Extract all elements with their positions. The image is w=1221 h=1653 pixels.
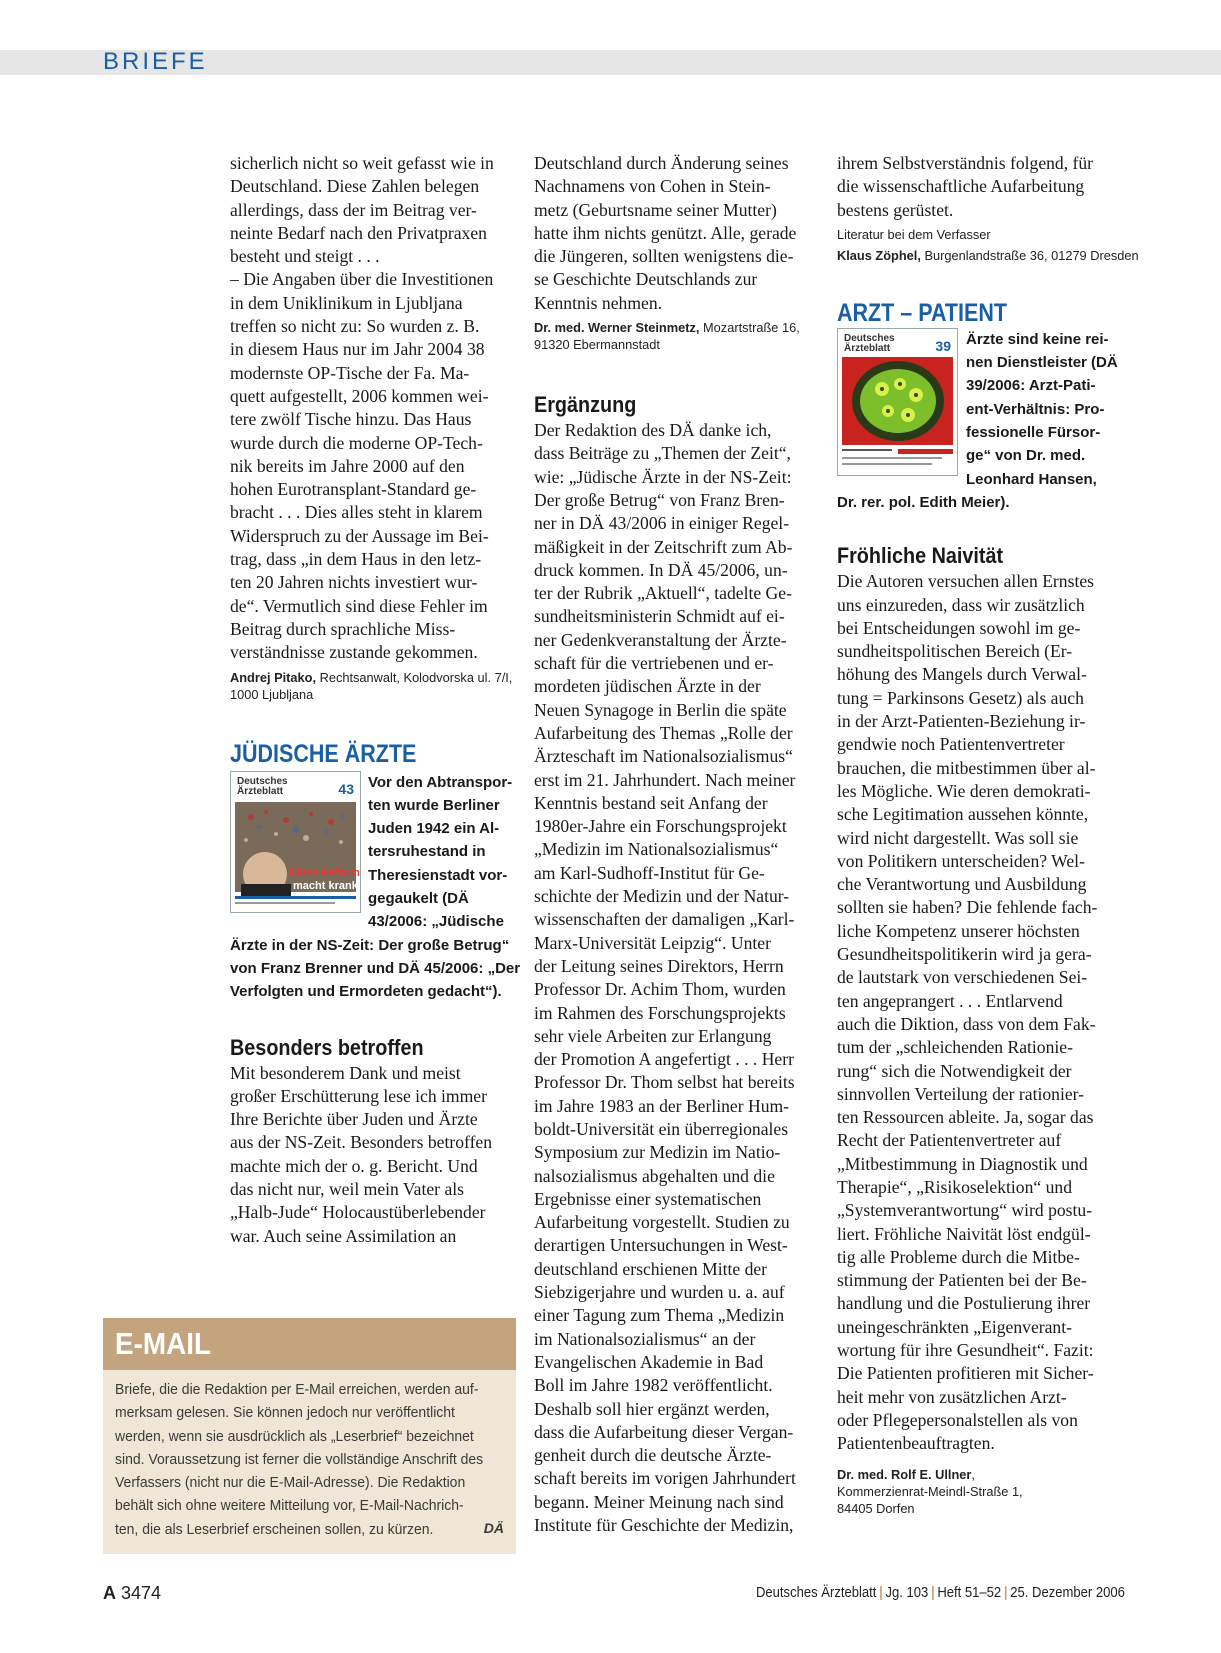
text-line: handlung und die Postulierung ihrer bbox=[837, 1293, 1091, 1314]
text-line: 43/2006: „Jüdische bbox=[368, 913, 504, 931]
text-line: boldt-Universität ein überregionales bbox=[534, 1118, 789, 1139]
text-line: dass die Aufarbeitung dieser Vergan- bbox=[534, 1421, 794, 1442]
letter-signature bbox=[230, 669, 520, 703]
magazine-cover-43 bbox=[230, 771, 361, 913]
text-line: mordeten jüdischen Ärzte in der bbox=[534, 676, 761, 697]
text-line: neinte Bedarf nach den Privatpraxen bbox=[230, 222, 487, 243]
text-line: „Mitbestimmung in Diagnostik und bbox=[837, 1153, 1088, 1174]
text-line: wissenschaften der damaligen „Karl- bbox=[534, 909, 795, 930]
text-line: „Medizin im Nationalsozialismus“ bbox=[534, 839, 779, 860]
text-line: im Jahre 1983 an der Berliner Hum- bbox=[534, 1095, 790, 1116]
article-lead-full bbox=[837, 491, 1127, 514]
text-line: die Jüngeren, sollten wenigstens die- bbox=[534, 246, 794, 267]
author-city: 84405 Dorfen bbox=[837, 1500, 915, 1516]
text-line: von Franz Brenner und DÄ 45/2006: „Der bbox=[230, 959, 521, 977]
text-line: nalsozialismus abgehalten und die bbox=[534, 1165, 775, 1186]
text-line: tung = Parkinsons Gesetz) als auch bbox=[837, 687, 1084, 708]
text-line: Mit besonderem Dank und meist bbox=[230, 1062, 461, 1083]
text-line: rung“ sich die Notwendigkeit der bbox=[837, 1060, 1072, 1081]
text-line: genheit durch die deutsche Ärzte- bbox=[534, 1445, 772, 1466]
text-line: Evangelischen Akademie in Bad bbox=[534, 1351, 764, 1372]
text-line: uneingeschränkten „Eigenverant- bbox=[837, 1316, 1072, 1337]
text-line: merksam gelesen. Sie können jedoch nur veröffentlicht bbox=[115, 1404, 455, 1422]
text-line: sollten sie haben? Die fehlende fach- bbox=[837, 897, 1098, 918]
text-line: begann. Meiner Meinung nach sind bbox=[534, 1491, 784, 1512]
author-address: Rechtsanwalt, Kolodvorska ul. 7/I, bbox=[316, 669, 513, 685]
text-line: Vor den Abtranspor- bbox=[368, 773, 513, 791]
letter-body bbox=[534, 419, 824, 1537]
text-line: am Karl-Sudhoff-Institut für Ge- bbox=[534, 862, 765, 883]
cover-issue-number: 43 bbox=[338, 780, 354, 797]
text-line: sche Legitimation aussehen könnte, bbox=[837, 804, 1089, 825]
text-line: deutschland erschienen Mitte der bbox=[534, 1258, 768, 1279]
text-line: war. Auch seine Assimilation an bbox=[230, 1225, 457, 1246]
text-line: Die Autoren versuchen allen Ernstes bbox=[837, 571, 1094, 592]
text-line: auch die Diktion, dass von dem Fak- bbox=[837, 1013, 1096, 1034]
text-line: von Politikern unterscheiden? Wel- bbox=[837, 850, 1085, 871]
text-line: Der große Betrug“ von Franz Bren- bbox=[534, 489, 785, 510]
text-line: Beitrag durch sprachliche Miss- bbox=[230, 618, 456, 639]
text-line: Deshalb soll hier ergänzt werden, bbox=[534, 1398, 770, 1419]
email-box-title: E-MAIL bbox=[115, 1326, 212, 1361]
text-line: in diesem Haus nur im Jahr 2004 38 bbox=[230, 339, 485, 360]
text-line: Gesundheitspolitikerin wird ja gera- bbox=[837, 944, 1092, 965]
text-line: Deutschland durch Änderung seines bbox=[534, 153, 789, 173]
text-line: schaft für die vertriebenen und er- bbox=[534, 653, 774, 674]
text-line: sind. Voraussetzung ist ferner die vollständige Anschrift des bbox=[115, 1450, 484, 1468]
text-line: sundheitsministerin Schmidt auf ei- bbox=[534, 606, 785, 627]
cover-logo: Deutsches Ärzteblatt bbox=[237, 775, 288, 797]
text-line: ihrem Selbstverständnis folgend, für bbox=[837, 153, 1094, 173]
letter-body bbox=[837, 152, 1127, 222]
text-line: allerdings, dass der im Beitrag ver- bbox=[230, 199, 477, 220]
author-address: Burgenlandstraße 36, 01279 Dresden bbox=[920, 247, 1139, 263]
text-line: im Nationalsozialismus“ an der bbox=[534, 1328, 756, 1349]
text-line: wurde durch die moderne OP-Tech- bbox=[230, 432, 483, 453]
text-line: die wissenschaftliche Aufarbeitung bbox=[837, 176, 1085, 197]
text-line: wortung für ihre Gesundheit“. Fazit: bbox=[837, 1340, 1094, 1361]
letter-heading-ergaenzung: Ergänzung bbox=[534, 392, 637, 418]
author-city: 91320 Ebermannstadt bbox=[534, 337, 660, 353]
journal-volume: Jg. 103 bbox=[885, 1585, 929, 1601]
section-heading-juedische-aerzte: JÜDISCHE ÄRZTE bbox=[230, 739, 417, 768]
text-line: derartigen Untersuchungen in West- bbox=[534, 1235, 788, 1256]
text-line: Professor Dr. Achim Thom, wurden bbox=[534, 979, 786, 1000]
text-line: sehr viele Arbeiten zur Erlangung bbox=[534, 1025, 772, 1046]
text-line: „Systemverantwortung“ wird postu- bbox=[837, 1200, 1093, 1221]
text-line: Boll im Jahre 1982 veröffentlicht. bbox=[534, 1375, 773, 1396]
letter-signature bbox=[534, 319, 824, 353]
text-line: Verfolgten und Ermordeten gedacht“). bbox=[230, 983, 502, 1001]
text-line: aus der NS-Zeit. Besonders betroffen bbox=[230, 1132, 493, 1153]
text-line: heit mehr von zusätzlichen Arzt- bbox=[837, 1386, 1067, 1407]
text-line: ten angeprangert . . . Entlarvend bbox=[837, 990, 1063, 1011]
author-address: Kommerzienrat-Meindl-Straße 1, bbox=[837, 1483, 1023, 1499]
text-line: Aufarbeitung vorgestellt. Studien zu bbox=[534, 1212, 790, 1233]
text-line: ten wurde Berliner bbox=[368, 796, 500, 814]
text-line: Marx-Universität Leipzig“. Unter bbox=[534, 932, 771, 953]
text-line: der Leitung seines Direktors, Herrn bbox=[534, 955, 784, 976]
text-line: sinnvollen Verteilung der rationier- bbox=[837, 1083, 1085, 1104]
author-address: Mozartstraße 16, bbox=[699, 320, 800, 336]
text-line: uns einzureden, dass wir zusätzlich bbox=[837, 594, 1085, 615]
text-line: 39/2006: Arzt-Pati- bbox=[966, 377, 1096, 395]
text-line: Institute für Geschichte der Medizin, bbox=[534, 1515, 794, 1536]
text-line: verständnisse zustande gekommen. bbox=[230, 642, 478, 663]
section-heading-arzt-patient: ARZT – PATIENT bbox=[837, 298, 1008, 327]
magazine-cover-39 bbox=[837, 328, 958, 476]
text-line: Leonhard Hansen, bbox=[966, 470, 1097, 488]
text-line: liert. Fröhliche Naivität löst endgül- bbox=[837, 1223, 1091, 1244]
text-line: bei Entscheidungen sowohl im ge- bbox=[837, 617, 1081, 638]
text-line: quett aufgestellt, 2006 kommen wei- bbox=[230, 385, 489, 406]
text-line: höhung des Mangels durch Verwal- bbox=[837, 664, 1087, 685]
letter-signature: Dr. med. Rolf E. Ullner, Kommerzienrat-Meindl-Straße 1, 84405 Dorfen bbox=[837, 1466, 1127, 1517]
letter-heading-froehliche-naivitaet: Fröhliche Naivität bbox=[837, 543, 1004, 569]
text-line: ent-Verhältnis: Pro- bbox=[966, 400, 1105, 418]
text-line: les Mögliche. Wie deren demokrati- bbox=[837, 780, 1091, 801]
journal-date: 25. Dezember 2006 bbox=[1010, 1585, 1125, 1601]
text-line: machte mich der o. g. Bericht. Und bbox=[230, 1155, 478, 1176]
journal-name: Deutsches Ärzteblatt bbox=[756, 1585, 877, 1601]
text-line: tig alle Probleme durch die Mitbe- bbox=[837, 1246, 1080, 1267]
text-line: wird nicht dargestellt. Was soll sie bbox=[837, 827, 1079, 848]
text-line: Professor Dr. Thom selbst hat bereits bbox=[534, 1072, 795, 1093]
text-line: wie: „Jüdische Ärzte in der NS-Zeit: bbox=[534, 466, 792, 487]
text-line: fessionelle Fürsor- bbox=[966, 424, 1101, 442]
text-line: Ärzteschaft im Nationalsozialismus“ bbox=[534, 746, 793, 767]
journal-footer: Deutsches Ärzteblatt | Jg. 103 | Heft 51–52 | 25. Dezember 2006 bbox=[756, 1585, 1125, 1601]
text-line: Widerspruch zu der Aussage im Bei- bbox=[230, 525, 489, 546]
cover-headline-2: macht krank bbox=[293, 879, 358, 892]
letter-body bbox=[534, 152, 824, 315]
article-lead-full bbox=[230, 934, 520, 1004]
email-box-text bbox=[115, 1378, 507, 1541]
author-city: 1000 Ljubljana bbox=[230, 686, 314, 702]
text-line: stimmung der Patienten bei der Be- bbox=[837, 1270, 1087, 1291]
text-line: treffen so nicht zu: So wurden z. B. bbox=[230, 316, 480, 337]
text-line: Briefe, die die Redaktion per E-Mail erreichen, werden auf- bbox=[115, 1381, 479, 1398]
cover-issue-number: 39 bbox=[935, 337, 951, 354]
text-line: – Die Angaben über die Investitionen bbox=[230, 269, 494, 290]
text-line: Juden 1942 ein Al- bbox=[368, 820, 500, 838]
text-line: Symposium zur Medizin im Natio- bbox=[534, 1142, 781, 1163]
text-line: de“. Vermutlich sind diese Fehler im bbox=[230, 595, 488, 616]
page-number: A 3474 bbox=[103, 1583, 162, 1603]
text-line: druck kommen. In DÄ 45/2006, un- bbox=[534, 559, 788, 580]
text-line: nen Dienstleister (DÄ bbox=[966, 354, 1118, 372]
letter-heading-besonders-betroffen: Besonders betroffen bbox=[230, 1034, 424, 1060]
text-line: behält sich ohne weitere Mitteilung vor, E-Mail-Nachrich- bbox=[115, 1497, 464, 1515]
text-line: bracht . . . Dies alles steht in klarem bbox=[230, 502, 483, 523]
text-line: oder Pflegepersonalstellen als von bbox=[837, 1409, 1078, 1430]
text-line: Theresienstadt vor- bbox=[368, 866, 508, 884]
text-line: „Halb-Jude“ Holocaustüberlebender bbox=[230, 1202, 486, 1223]
journal-issue: Heft 51–52 bbox=[937, 1585, 1002, 1601]
text-line: besteht und steigt . . . bbox=[230, 246, 380, 267]
section-header-title: BRIEFE bbox=[103, 48, 208, 75]
text-line: hohen Eurotransplant-Standard ge- bbox=[230, 479, 477, 500]
text-line: großer Erschütterung lese ich immer bbox=[230, 1085, 487, 1106]
literature-note: Literatur bei dem Verfasser bbox=[837, 226, 991, 242]
text-line: Nachnamens von Cohen in Stein- bbox=[534, 176, 771, 197]
letter-signature bbox=[837, 247, 1139, 264]
text-line: tersruhestand in bbox=[368, 843, 486, 861]
email-box-signature: DÄ bbox=[483, 1520, 504, 1536]
text-line: che Verantwortung und Ausbildung bbox=[837, 874, 1087, 895]
text-line: Der Redaktion des DÄ danke ich, bbox=[534, 420, 772, 441]
text-line: nik bereits im Jahre 2000 auf den bbox=[230, 455, 465, 476]
text-line: ner in DÄ 43/2006 in einiger Regel- bbox=[534, 513, 790, 534]
text-line: ten Ressourcen ableite. Ja, sogar das bbox=[837, 1107, 1094, 1128]
text-line: hatte ihm nichts genützt. Alle, gerade bbox=[534, 222, 797, 243]
text-line: Neuen Synagoge in Berlin die späte bbox=[534, 699, 787, 720]
text-line: ten 20 Jahren nichts investiert wur- bbox=[230, 572, 478, 593]
author-name: Dr. med. Werner Steinmetz, bbox=[534, 320, 700, 336]
letter-body bbox=[230, 152, 520, 665]
text-line: liche Kompetenz unserer höchsten bbox=[837, 920, 1080, 941]
cover-logo: Deutsches Ärzteblatt bbox=[844, 332, 895, 354]
text-line: Ihre Berichte über Juden und Ärzte bbox=[230, 1109, 478, 1130]
text-line: ner Gedenkveranstaltung der Ärzte- bbox=[534, 629, 787, 650]
text-line: mäßigkeit in der Zeitschrift zum Ab- bbox=[534, 536, 793, 557]
text-line: Ergebnisse einer systematischen bbox=[534, 1188, 762, 1209]
text-line: in dem Uniklinikum in Ljubljana bbox=[230, 292, 463, 313]
text-line: sundheitspolitischen Bereich (Er- bbox=[837, 641, 1073, 662]
author-name: Klaus Zöphel, bbox=[837, 247, 921, 263]
cover-headline-1: Diese Reform bbox=[289, 866, 360, 879]
text-line: dass Beiträge zu „Themen der Zeit“, bbox=[534, 443, 791, 464]
text-line: ten, die als Leserbrief erscheinen sollen, zu kürzen. bbox=[115, 1520, 434, 1538]
text-line: werden, wenn sie ausdrücklich als „Leserbrief“ bezeichnet bbox=[115, 1427, 474, 1445]
text-line: metz (Geburtsname seiner Mutter) bbox=[534, 199, 777, 220]
text-line: ter der Rubrik „Aktuell“, tadelte Ge- bbox=[534, 583, 792, 604]
column-3 bbox=[837, 152, 1139, 1517]
text-line: Recht der Patientenvertreter auf bbox=[837, 1130, 1062, 1151]
text-line: in der Arzt-Patienten-Beziehung ir- bbox=[837, 711, 1086, 732]
letter-body bbox=[230, 1062, 520, 1248]
text-line: se Geschichte Deutschlands zur bbox=[534, 269, 758, 290]
text-line: das nicht nur, weil mein Vater als bbox=[230, 1178, 464, 1199]
text-line: Deutschland. Diese Zahlen belegen bbox=[230, 176, 480, 197]
column-2 bbox=[534, 152, 824, 1537]
text-line: erst im 21. Jahrhundert. Nach meiner bbox=[534, 769, 796, 790]
text-line: Dr. rer. pol. Edith Meier). bbox=[837, 493, 1010, 511]
author-name: Dr. med. Rolf E. Ullner bbox=[837, 1466, 972, 1482]
text-line: bestens gerüstet. bbox=[837, 199, 954, 220]
text-line: Kenntnis nehmen. bbox=[534, 292, 663, 313]
text-line: im Rahmen des Forschungsprojekts bbox=[534, 1002, 786, 1023]
text-line: Die Patienten profitieren mit Sicher- bbox=[837, 1363, 1094, 1384]
column-1 bbox=[230, 152, 520, 1248]
letter-body bbox=[837, 570, 1127, 1455]
text-line: tere zwölf Tische hinzu. Das Haus bbox=[230, 409, 472, 430]
email-info-box bbox=[103, 1318, 516, 1554]
author-name: Andrej Pitako, bbox=[230, 669, 317, 685]
text-line: der Promotion A angefertigt . . . Herr bbox=[534, 1049, 794, 1070]
text-line: Aufarbeitung des Themas „Rolle der bbox=[534, 722, 793, 743]
text-line: einer Tagung zum Thema „Medizin bbox=[534, 1305, 785, 1326]
text-line: Ärzte sind keine rei- bbox=[966, 330, 1109, 348]
text-line: ge“ von Dr. med. bbox=[966, 447, 1086, 465]
text-line: gegaukelt (DÄ bbox=[368, 890, 469, 908]
text-line: trag, dass „in dem Haus in den letz- bbox=[230, 549, 482, 570]
text-line: Ärzte in der NS-Zeit: Der große Betrug“ bbox=[230, 936, 510, 954]
text-line: 1980er-Jahre ein Forschungsprojekt bbox=[534, 816, 787, 837]
text-line: schaft bereits im vorigen Jahrhundert bbox=[534, 1468, 796, 1489]
text-line: Siebzigerjahre und wurden u. a. auf bbox=[534, 1282, 785, 1303]
text-line: modernste OP-Tische der Fa. Ma- bbox=[230, 362, 470, 383]
text-line: sicherlich nicht so weit gefasst wie in bbox=[230, 153, 494, 173]
text-line: Verfassers (nicht nur die E-Mail-Adresse). Die Redaktion bbox=[115, 1474, 466, 1492]
text-line: tum der „schleichenden Rationie- bbox=[837, 1037, 1073, 1058]
text-line: Patientenbeauftragten. bbox=[837, 1433, 995, 1454]
text-line: schichte der Medizin und der Natur- bbox=[534, 886, 790, 907]
text-line: Therapie“, „Risikoselektion“ und bbox=[837, 1176, 1072, 1197]
text-line: de lautstark von verschiedenen Sei- bbox=[837, 967, 1088, 988]
text-line: Kenntnis bestand seit Anfang der bbox=[534, 792, 768, 813]
text-line: gendwie noch Patientenvertreter bbox=[837, 734, 1065, 755]
text-line: brauchen, die mitbestimmen über al- bbox=[837, 757, 1096, 778]
